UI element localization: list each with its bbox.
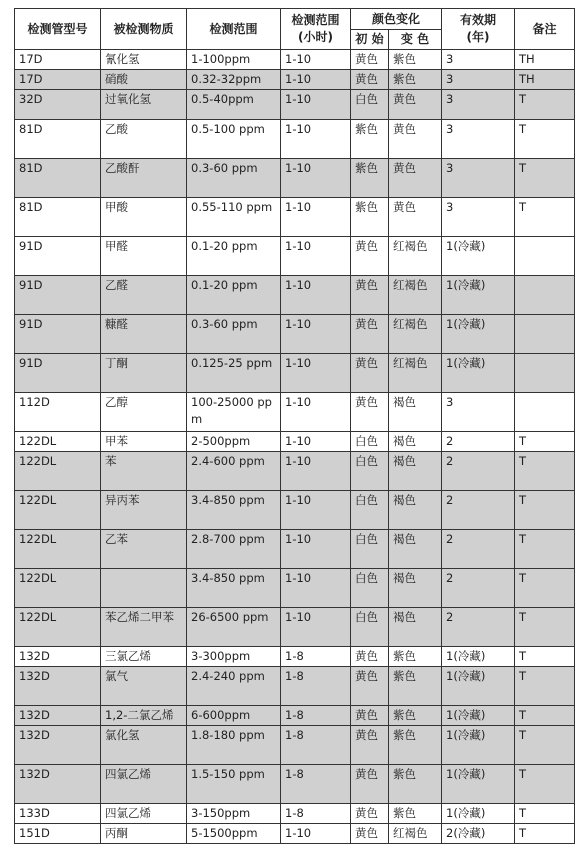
cell-validity: 2: [442, 452, 515, 491]
cell-model: 112D: [15, 393, 101, 432]
table-row: [15, 608, 575, 647]
cell-substance: 甲酸: [101, 198, 187, 237]
cell-validity: 1(冷藏): [442, 276, 515, 315]
cell-range: 1.8-180 ppm: [187, 726, 281, 765]
cell-initial: 白色: [351, 569, 389, 608]
table-row: [15, 491, 575, 530]
cell-initial: 白色: [351, 452, 389, 491]
cell-note: T: [515, 667, 575, 706]
cell-initial: 黄色: [351, 726, 389, 765]
cell-initial: 黄色: [351, 70, 389, 90]
cell-initial: 黄色: [351, 315, 389, 354]
cell-validity: 1(冷藏): [442, 765, 515, 804]
cell-note: [515, 315, 575, 354]
cell-time: 1-8: [281, 804, 351, 824]
cell-initial: 黄色: [351, 393, 389, 432]
cell-validity: 2: [442, 530, 515, 569]
cell-substance: 1,2-二氯乙烯: [101, 706, 187, 726]
cell-changed: 褐色: [389, 393, 442, 432]
header-substance: 被检测物质: [101, 9, 187, 50]
cell-model: 133D: [15, 804, 101, 824]
cell-initial: 白色: [351, 90, 389, 120]
cell-changed: 紫色: [389, 706, 442, 726]
header-initial: 初 始: [351, 30, 389, 50]
cell-initial: 黄色: [351, 804, 389, 824]
cell-substance: 硝酸: [101, 70, 187, 90]
cell-range: 0.1-20 ppm: [187, 237, 281, 276]
cell-validity: 3: [442, 393, 515, 432]
cell-range: 3.4-850 ppm: [187, 491, 281, 530]
cell-time: 1-10: [281, 50, 351, 70]
cell-substance: 氰化氢: [101, 50, 187, 70]
cell-substance: 乙酸: [101, 120, 187, 159]
cell-range: 0.3-60 ppm: [187, 315, 281, 354]
cell-time: 1-10: [281, 276, 351, 315]
cell-model: 132D: [15, 647, 101, 667]
cell-initial: 白色: [351, 530, 389, 569]
cell-time: 1-10: [281, 824, 351, 844]
header-model: 检测管型号: [15, 9, 101, 50]
cell-range: 0.5-40ppm: [187, 90, 281, 120]
cell-range: 0.32-32ppm: [187, 70, 281, 90]
cell-changed: 褐色: [389, 452, 442, 491]
cell-time: 1-8: [281, 667, 351, 706]
header-color-change: 颜色变化: [351, 9, 442, 30]
cell-validity: 2: [442, 569, 515, 608]
cell-model: 132D: [15, 765, 101, 804]
cell-time: 1-10: [281, 452, 351, 491]
cell-validity: 1(冷藏): [442, 315, 515, 354]
cell-note: TH: [515, 70, 575, 90]
table-row: [15, 569, 575, 608]
cell-note: TH: [515, 50, 575, 70]
table-row: [15, 90, 575, 120]
table-row: [15, 804, 575, 824]
cell-initial: 黄色: [351, 765, 389, 804]
cell-time: 1-10: [281, 90, 351, 120]
cell-validity: 1(冷藏): [442, 804, 515, 824]
cell-model: 91D: [15, 237, 101, 276]
cell-initial: 黄色: [351, 50, 389, 70]
cell-note: T: [515, 726, 575, 765]
cell-initial: 白色: [351, 432, 389, 452]
cell-substance: 甲苯: [101, 432, 187, 452]
cell-changed: 红褐色: [389, 824, 442, 844]
cell-model: 32D: [15, 90, 101, 120]
cell-note: T: [515, 824, 575, 844]
table-row: [15, 726, 575, 765]
cell-time: 1-8: [281, 647, 351, 667]
table-row: [15, 530, 575, 569]
cell-time: 1-10: [281, 70, 351, 90]
cell-initial: 紫色: [351, 159, 389, 198]
cell-substance: 乙醇: [101, 393, 187, 432]
cell-model: 122DL: [15, 432, 101, 452]
cell-range: 2.4-600 ppm: [187, 452, 281, 491]
cell-changed: 紫色: [389, 726, 442, 765]
cell-substance: 苯: [101, 452, 187, 491]
cell-note: T: [515, 120, 575, 159]
cell-changed: 红褐色: [389, 276, 442, 315]
cell-substance: 异丙苯: [101, 491, 187, 530]
cell-time: 1-10: [281, 120, 351, 159]
cell-validity: 1(冷藏): [442, 667, 515, 706]
header-note: 备注: [515, 9, 575, 50]
cell-initial: 白色: [351, 608, 389, 647]
cell-substance: 氯化氢: [101, 726, 187, 765]
cell-model: 132D: [15, 726, 101, 765]
cell-range: 0.3-60 ppm: [187, 159, 281, 198]
cell-note: T: [515, 452, 575, 491]
cell-note: T: [515, 432, 575, 452]
cell-substance: 糠醛: [101, 315, 187, 354]
cell-range: 1.5-150 ppm: [187, 765, 281, 804]
cell-substance: 四氯乙烯: [101, 765, 187, 804]
cell-model: 81D: [15, 159, 101, 198]
cell-initial: 黄色: [351, 824, 389, 844]
cell-substance: 丙酮: [101, 824, 187, 844]
cell-time: 1-10: [281, 354, 351, 393]
cell-initial: 紫色: [351, 198, 389, 237]
cell-validity: 1(冷藏): [442, 706, 515, 726]
cell-changed: 紫色: [389, 647, 442, 667]
cell-note: T: [515, 198, 575, 237]
cell-time: 1-10: [281, 237, 351, 276]
cell-validity: 3: [442, 120, 515, 159]
cell-range: 0.55-110 ppm: [187, 198, 281, 237]
cell-initial: 紫色: [351, 120, 389, 159]
cell-changed: 黄色: [389, 159, 442, 198]
table-row: [15, 276, 575, 315]
cell-initial: 黄色: [351, 667, 389, 706]
cell-time: 1-8: [281, 706, 351, 726]
cell-time: 1-10: [281, 159, 351, 198]
cell-time: 1-10: [281, 491, 351, 530]
cell-validity: 2: [442, 432, 515, 452]
cell-time: 1-10: [281, 198, 351, 237]
cell-changed: 褐色: [389, 432, 442, 452]
cell-model: 122DL: [15, 491, 101, 530]
cell-note: [515, 393, 575, 432]
cell-note: [515, 276, 575, 315]
cell-changed: 黄色: [389, 198, 442, 237]
cell-substance: 氯气: [101, 667, 187, 706]
cell-range: 6-600ppm: [187, 706, 281, 726]
cell-changed: 褐色: [389, 530, 442, 569]
cell-model: 91D: [15, 354, 101, 393]
cell-range: 1-100ppm: [187, 50, 281, 70]
table-row: [15, 432, 575, 452]
cell-substance: [101, 569, 187, 608]
cell-time: 1-10: [281, 393, 351, 432]
cell-validity: 1(冷藏): [442, 237, 515, 276]
cell-changed: 褐色: [389, 491, 442, 530]
cell-initial: 黄色: [351, 706, 389, 726]
cell-range: 0.1-20 ppm: [187, 276, 281, 315]
cell-model: 122DL: [15, 608, 101, 647]
cell-time: 1-10: [281, 432, 351, 452]
cell-changed: 黄色: [389, 120, 442, 159]
cell-changed: 褐色: [389, 569, 442, 608]
table-row: [15, 159, 575, 198]
cell-range: 3-300ppm: [187, 647, 281, 667]
cell-model: 17D: [15, 70, 101, 90]
cell-model: 81D: [15, 198, 101, 237]
cell-validity: 3: [442, 50, 515, 70]
cell-validity: 3: [442, 198, 515, 237]
cell-substance: 乙苯: [101, 530, 187, 569]
table-row: [15, 393, 575, 432]
cell-substance: 三氯乙烯: [101, 647, 187, 667]
cell-changed: 紫色: [389, 765, 442, 804]
table-body: [15, 50, 575, 844]
cell-time: 1-10: [281, 530, 351, 569]
cell-model: 91D: [15, 276, 101, 315]
cell-changed: 黄色: [389, 90, 442, 120]
table-row: [15, 198, 575, 237]
cell-validity: 3: [442, 70, 515, 90]
cell-model: 132D: [15, 667, 101, 706]
cell-model: 122DL: [15, 530, 101, 569]
cell-changed: 紫色: [389, 804, 442, 824]
cell-validity: 2(冷藏): [442, 824, 515, 844]
cell-validity: 1(冷藏): [442, 726, 515, 765]
cell-range: 2.4-240 ppm: [187, 667, 281, 706]
header-range: 检测范围: [187, 9, 281, 50]
cell-initial: 白色: [351, 491, 389, 530]
cell-substance: 丁酮: [101, 354, 187, 393]
cell-range: 2.8-700 ppm: [187, 530, 281, 569]
cell-note: T: [515, 647, 575, 667]
cell-time: 1-8: [281, 726, 351, 765]
cell-validity: 1(冷藏): [442, 354, 515, 393]
cell-validity: 2: [442, 608, 515, 647]
cell-note: T: [515, 491, 575, 530]
header-validity: 有效期 (年): [442, 9, 515, 50]
table-row: [15, 120, 575, 159]
detector-tube-table: [14, 8, 575, 844]
cell-model: 132D: [15, 706, 101, 726]
cell-substance: 过氧化氢: [101, 90, 187, 120]
cell-validity: 3: [442, 90, 515, 120]
cell-validity: 2: [442, 491, 515, 530]
cell-note: T: [515, 608, 575, 647]
cell-note: [515, 354, 575, 393]
cell-note: [515, 237, 575, 276]
cell-substance: 四氯乙烯: [101, 804, 187, 824]
cell-range: 5-1500ppm: [187, 824, 281, 844]
table-row: [15, 452, 575, 491]
cell-range: 26-6500 ppm: [187, 608, 281, 647]
cell-changed: 紫色: [389, 667, 442, 706]
cell-time: 1-10: [281, 315, 351, 354]
cell-model: 122DL: [15, 452, 101, 491]
cell-changed: 红褐色: [389, 354, 442, 393]
cell-changed: 褐色: [389, 608, 442, 647]
cell-model: 81D: [15, 120, 101, 159]
cell-model: 91D: [15, 315, 101, 354]
cell-changed: 紫色: [389, 50, 442, 70]
cell-changed: 红褐色: [389, 237, 442, 276]
cell-note: T: [515, 90, 575, 120]
cell-model: 17D: [15, 50, 101, 70]
cell-note: T: [515, 159, 575, 198]
cell-range: 0.125-25 ppm: [187, 354, 281, 393]
cell-time: 1-10: [281, 608, 351, 647]
cell-range: 3.4-850 ppm: [187, 569, 281, 608]
cell-substance: 甲醛: [101, 237, 187, 276]
table-row: [15, 50, 575, 70]
cell-note: T: [515, 530, 575, 569]
cell-changed: 紫色: [389, 70, 442, 90]
cell-note: T: [515, 706, 575, 726]
cell-range: 3-150ppm: [187, 804, 281, 824]
cell-range: 2-500ppm: [187, 432, 281, 452]
cell-initial: 黄色: [351, 276, 389, 315]
cell-substance: 苯乙烯二甲苯: [101, 608, 187, 647]
table-row: [15, 706, 575, 726]
cell-range: 100-25000 ppm: [187, 393, 281, 432]
cell-changed: 红褐色: [389, 315, 442, 354]
cell-validity: 3: [442, 159, 515, 198]
cell-time: 1-10: [281, 569, 351, 608]
cell-initial: 黄色: [351, 647, 389, 667]
header-changed: 变 色: [389, 30, 442, 50]
table-row: [15, 647, 575, 667]
cell-range: 0.5-100 ppm: [187, 120, 281, 159]
cell-model: 122DL: [15, 569, 101, 608]
cell-initial: 黄色: [351, 237, 389, 276]
table-row: [15, 237, 575, 276]
cell-note: T: [515, 569, 575, 608]
cell-model: 151D: [15, 824, 101, 844]
table-row: [15, 667, 575, 706]
cell-note: T: [515, 765, 575, 804]
table-row: [15, 70, 575, 90]
table-row: [15, 765, 575, 804]
table-row: [15, 315, 575, 354]
cell-initial: 黄色: [351, 354, 389, 393]
table-row: [15, 354, 575, 393]
table-row: [15, 824, 575, 844]
cell-validity: 1(冷藏): [442, 647, 515, 667]
cell-substance: 乙酸酐: [101, 159, 187, 198]
cell-time: 1-8: [281, 765, 351, 804]
cell-substance: 乙醛: [101, 276, 187, 315]
cell-note: T: [515, 804, 575, 824]
header-time: 检测范围 (小时): [281, 9, 351, 50]
